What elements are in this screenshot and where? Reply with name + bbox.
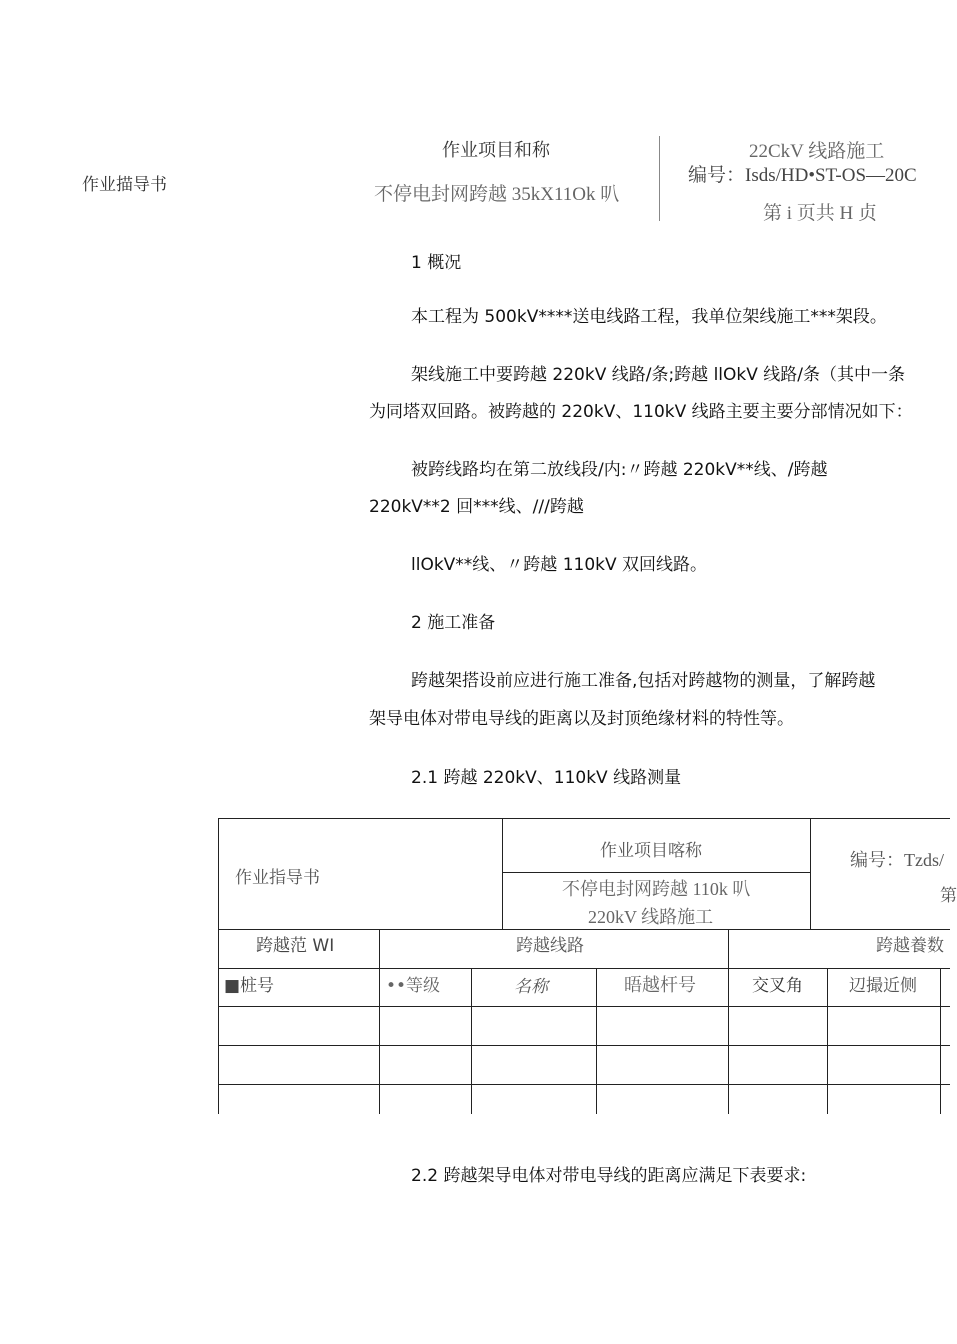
header-page-info: 第 i 页共 H 贞 [763,203,878,224]
table-rule [827,968,828,1114]
column-header-crossing-angle: 交叉角 [752,976,803,996]
table-group-lines: 跨越线路 [516,936,584,956]
paragraph-overview: 本工程为 500kV****送电线路工程，我单位架线施工***架段。 [411,307,887,327]
table-rule [728,929,729,1114]
header-document-number: 编号：Isds/HD•ST-OS—20C [688,165,917,186]
table-rule [810,818,811,929]
header-right-line1: 22CkV 线路施工 [749,141,885,162]
paragraph-lines-line1: 被跨线路均在第二放线段/内:〃跨越 220kV**线、/跨越 [411,460,828,480]
column-header-voltage-level: ••等级 [386,976,441,996]
table-rule [502,872,810,873]
table-page-label: 第 [940,886,957,906]
header-subtitle: 不停电封网跨越 35kX11Ok 叭 [374,184,620,205]
table-group-span: 跨越養数 [876,936,944,956]
table-rule [379,929,380,1114]
table-project-name-line1: 不停电封网跨越 110k 叭 [562,879,751,899]
table-project-name-line2: 220kV 线路施工 [588,907,714,927]
table-rule [471,968,472,1114]
table-project-label: 作业项目喀称 [600,841,702,861]
paragraph-lines-line3: llOkV**线、〃跨越 110kV 双回线路。 [411,555,708,575]
paragraph-crossing-line2: 为同塔双回路。被跨越的 220kV、110kV 线路主要主要分部情况如下： [369,402,913,422]
table-rule [596,968,597,1114]
crossing-survey-table [218,818,957,1114]
column-header-pile-number: ■桩号 [224,976,275,996]
column-header-near-side: 辺撮近侧 [849,976,917,996]
column-header-tower-number: 晤越杆号 [624,975,696,995]
header-title: 作业项目和称 [442,140,550,161]
section-1-heading: 1 概况 [411,253,462,273]
paragraph-crossing-line1: 架线施工中要跨越 220kV 线路/条;跨越 llOkV 线路/条（其中一条 [411,365,906,385]
table-rule [502,818,503,929]
table-rule [218,1084,950,1085]
table-rule [218,1045,950,1046]
table-doc-label: 作业指导书 [235,868,320,888]
section-2-1-heading: 2.1 跨越 220kV、110kV 线路测量 [411,768,682,788]
header-left-label: 作业描导书 [82,175,167,195]
table-number-label: 编号：Tzds/ [850,850,944,870]
paragraph-lines-line2: 220kV**2 回***线、///跨越 [369,497,584,517]
section-2-2-heading: 2.2 跨越架导电体对带电导线的距离应满足下表要求: [411,1166,807,1186]
header-divider [659,136,660,221]
table-rule [218,929,950,930]
column-header-name: 名称 [514,977,548,997]
table-rule [218,968,950,969]
paragraph-prep-line1: 跨越架搭设前应进行施工准备,包括对跨越物的测量，了解跨越 [411,671,876,691]
table-border-left [218,818,219,1114]
paragraph-prep-line2: 架导电体对带电导线的距离以及封顶绝缘材料的特性等。 [369,709,794,729]
table-border-top [218,818,950,819]
table-rule [940,968,941,1114]
table-group-range: 跨越范 WI [256,936,335,956]
table-rule [218,1006,950,1007]
section-2-heading: 2 施工准备 [411,613,496,633]
